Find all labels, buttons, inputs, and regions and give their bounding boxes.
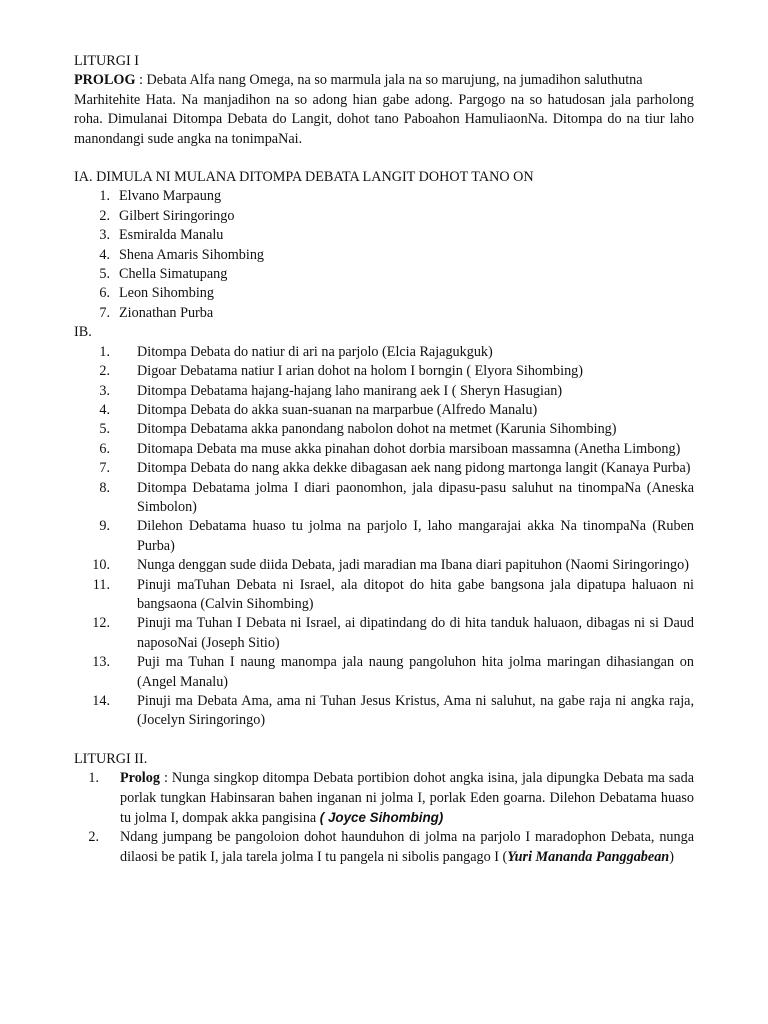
item-number: 2.: [99, 363, 110, 380]
list-item: [74, 284, 694, 303]
section-ia-list: [74, 187, 694, 323]
list-item: [74, 304, 694, 323]
item-text: Elvano Marpaung: [119, 188, 222, 205]
section-ia-heading: IA. DIMULA NI MULANA DITOMPA DEBATA LANGIT DOHOT TANO ON: [74, 169, 534, 186]
item-text: [99, 828, 694, 867]
item-text: Esmiralda Manalu: [119, 227, 224, 244]
item-number: 10.: [92, 557, 110, 574]
liturgi-1-heading: LITURGI I: [74, 53, 140, 69]
list-item: [74, 517, 694, 556]
item-text: Leon Sihombing: [119, 285, 214, 302]
list-item: [74, 265, 694, 284]
list-item: [74, 207, 694, 226]
list-item: [74, 362, 694, 381]
prolog-text: : Debata Alfa nang Omega, na so marmula jala na so marujung, na jumadihon saluthutna: [135, 72, 643, 89]
item-number: 11.: [92, 576, 110, 593]
list-item: [74, 382, 694, 401]
closing-paren: ): [669, 848, 674, 865]
item-number: 5.: [99, 421, 110, 438]
item-number: 8.: [99, 479, 110, 496]
list-item: [74, 246, 694, 265]
list-item: [74, 692, 694, 731]
list-item: [74, 420, 694, 439]
item-text: Ditompa Debatama akka panondang nabolon dohot na metmet (Karunia Sihombing): [137, 421, 617, 438]
list-item: [74, 401, 694, 420]
item-text: Shena Amaris Sihombing: [119, 246, 265, 263]
item-number: 3.: [99, 382, 110, 399]
spacer: [74, 149, 694, 168]
item-text: Pinuji ma Tuhan I Debata ni Israel, ai dipatindang do di hita tanduk haluaon, dibagas ni si Daud naposoNai (Joseph Sitio): [137, 615, 694, 651]
section-ib-heading: IB.: [74, 324, 92, 341]
item-number: 1.: [99, 188, 110, 205]
list-item: [74, 226, 694, 245]
section-ib-list: [74, 343, 694, 731]
item-number: 1.: [99, 343, 110, 360]
item-text: Pinuji ma Debata Ama, ama ni Tuhan Jesus Kristus, Ama ni saluhut, na gabe raja ni angka raja, (Jocelyn Siringoringo): [137, 693, 694, 729]
reader-name: ( Joyce Sihombing): [319, 810, 444, 826]
item-body: Ndang jumpang be pangoloion dohot haunduhon di jolma na parjolo I maradophon Debata, nunga dilaosi be patik I, jala tarela jolma I tu pangela ni sibolis pangago I (: [120, 829, 694, 865]
prolog-label: PROLOG: [74, 72, 136, 89]
spacer: [74, 731, 694, 750]
item-text: Puji ma Tuhan I naung manompa jala naung pangoluhon hita jolma maringan dihasiangan on (Angel Manalu): [137, 654, 694, 690]
item-text: Ditompa Debatama jolma I diari paonomhon, jala dipasu-pasu saluhut na tinompaNa (Aneska Simbolon): [137, 479, 694, 515]
item-text: Ditompa Debata do nang akka dekke dibagasan aek nang pidong martonga langit (Kanaya Purba): [137, 460, 691, 477]
item-text: Ditomapa Debata ma muse akka pinahan dohot dorbia marsiboan massamna (Anetha Limbong): [137, 440, 681, 457]
item-number: 7.: [99, 304, 110, 321]
item-number: 12.: [92, 615, 110, 632]
item-number: 4.: [99, 246, 110, 263]
item-text: Zionathan Purba: [119, 304, 214, 321]
reader-name: Yuri Mananda Panggabean: [507, 848, 670, 865]
item-body: : Nunga singkop ditompa Debata portibion dohot angka isina, jala dipungka Debata ma sada porlak tungkan Habinsaran bahen inganan ni jolma I, porlak Eden goarna. Dilehon Debatama huaso tu jolma I, dompak akka pangisina: [120, 770, 694, 827]
item-number: 9.: [99, 518, 110, 535]
liturgi-2-heading: LITURGI II.: [74, 750, 148, 767]
item-number: 14.: [92, 693, 110, 709]
item-number: 13.: [92, 654, 110, 671]
item-text: Nunga denggan sude diida Debata, jadi maradian ma Ibana diari papituhon (Naomi Siringoringo): [137, 557, 689, 574]
list-item: [74, 343, 694, 362]
item-text: Digoar Debatama natiur I arian dohot na holom I borngin ( Elyora Sihombing): [137, 363, 584, 380]
item-number: 5.: [99, 266, 110, 283]
item-text: Ditompa Debata do natiur di ari na parjolo (Elcia Rajagukguk): [137, 343, 493, 360]
item-text: Dilehon Debatama huaso tu jolma na parjolo I, laho mangarajai akka Na tinompaNa (Ruben Purba): [137, 518, 694, 554]
document-page: [74, 52, 694, 867]
list-item: [74, 576, 694, 615]
item-number: 1.: [88, 770, 99, 787]
list-item: [74, 828, 694, 867]
list-item: [74, 653, 694, 692]
liturgi-2-list: [74, 769, 694, 867]
item-text: [99, 769, 694, 828]
item-number: 2.: [99, 207, 110, 224]
item-number: 7.: [99, 460, 110, 477]
item-number: 6.: [99, 285, 110, 302]
item-text: Pinuji maTuhan Debata ni Israel, ala ditopot do hita gabe bangsona jala dipatupa haluaon ni bangsaona (Calvin Sihombing): [137, 576, 694, 612]
list-item: [74, 556, 694, 575]
item-text: Ditompa Debatama hajang-hajang laho manirang aek I ( Sheryn Hasugian): [137, 382, 563, 399]
item-text: Ditompa Debata do akka suan-suanan na marparbue (Alfredo Manalu): [137, 401, 538, 418]
list-item: [74, 187, 694, 206]
list-item: [74, 440, 694, 459]
item-text: Chella Simatupang: [119, 266, 228, 283]
item-number: 6.: [99, 440, 110, 457]
prolog-label: Prolog: [120, 770, 160, 787]
list-item: [74, 479, 694, 518]
item-number: 3.: [99, 227, 110, 244]
list-item: [74, 459, 694, 478]
prolog-paragraph: [74, 71, 694, 90]
item-number: 4.: [99, 401, 110, 418]
item-number: 2.: [88, 829, 99, 846]
prolog-continuation: Marhitehite Hata. Na manjadihon na so adong hian gabe adong. Pargogo na so hatudosan jala parholong roha. Dimulanai Ditompa Debata do Langit, dohot tano Paboahon HamuliaonNa. Ditompa do na tiur laho manondangi sude angka na tonimpaNai.: [74, 91, 694, 147]
list-item: [74, 614, 694, 653]
list-item: [74, 769, 694, 828]
item-text: Gilbert Siringoringo: [119, 207, 235, 224]
